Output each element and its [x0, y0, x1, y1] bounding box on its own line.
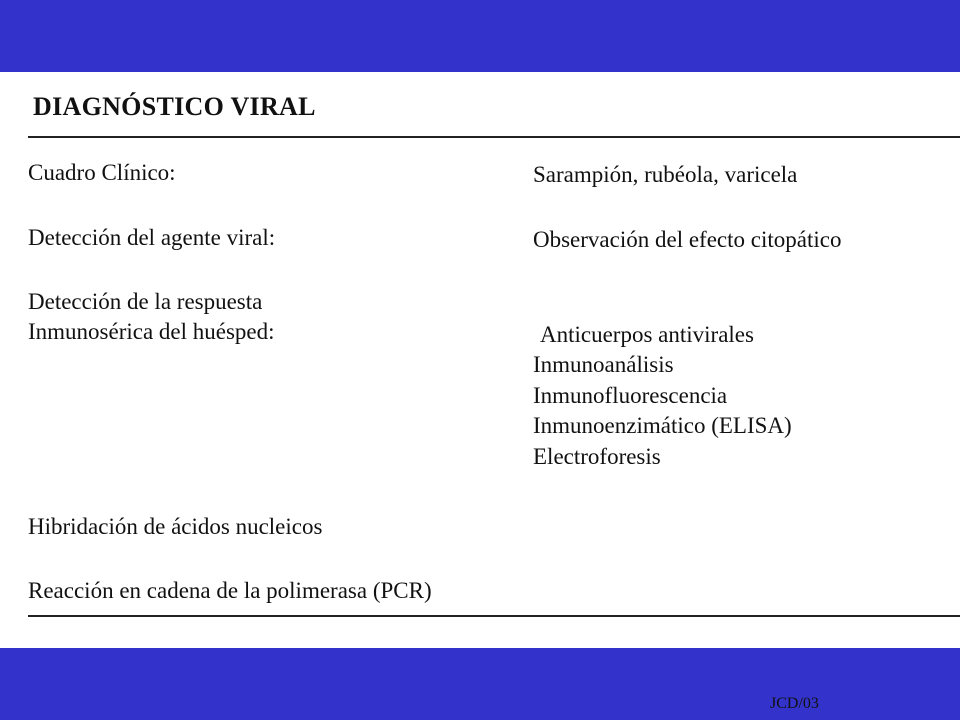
- method-item: Inmunoenzimático (ELISA): [533, 413, 792, 438]
- page-title: DIAGNÓSTICO VIRAL: [33, 92, 316, 121]
- cuadro-clinico-value: Sarampión, rubéola, varicela: [533, 162, 798, 187]
- method-list: [533, 350, 792, 472]
- deteccion-agente-value: Observación del efecto citopático: [533, 227, 842, 252]
- cuadro-clinico-label: Cuadro Clínico:: [28, 160, 176, 185]
- hibridacion-label: Hibridación de ácidos nucleicos: [28, 514, 323, 539]
- header-band: [0, 0, 960, 72]
- deteccion-agente-label: Detección del agente viral:: [28, 225, 276, 250]
- anticuerpos-heading: Anticuerpos antivirales: [540, 322, 754, 347]
- method-item: Inmunofluorescencia: [533, 382, 728, 408]
- method-item: Inmunoanálisis: [533, 352, 674, 377]
- pcr-label: Reacción en cadena de la polimerasa (PCR): [28, 578, 432, 603]
- respuesta-inmune-label-line2: Inmunosérica del huésped:: [28, 319, 275, 344]
- method-item: Electroforesis: [533, 443, 661, 469]
- respuesta-inmune-label-line1: Detección de la respuesta: [28, 289, 263, 314]
- footer-code: JCD/03: [770, 695, 819, 712]
- top-divider: [28, 136, 960, 138]
- bottom-divider: [28, 615, 960, 617]
